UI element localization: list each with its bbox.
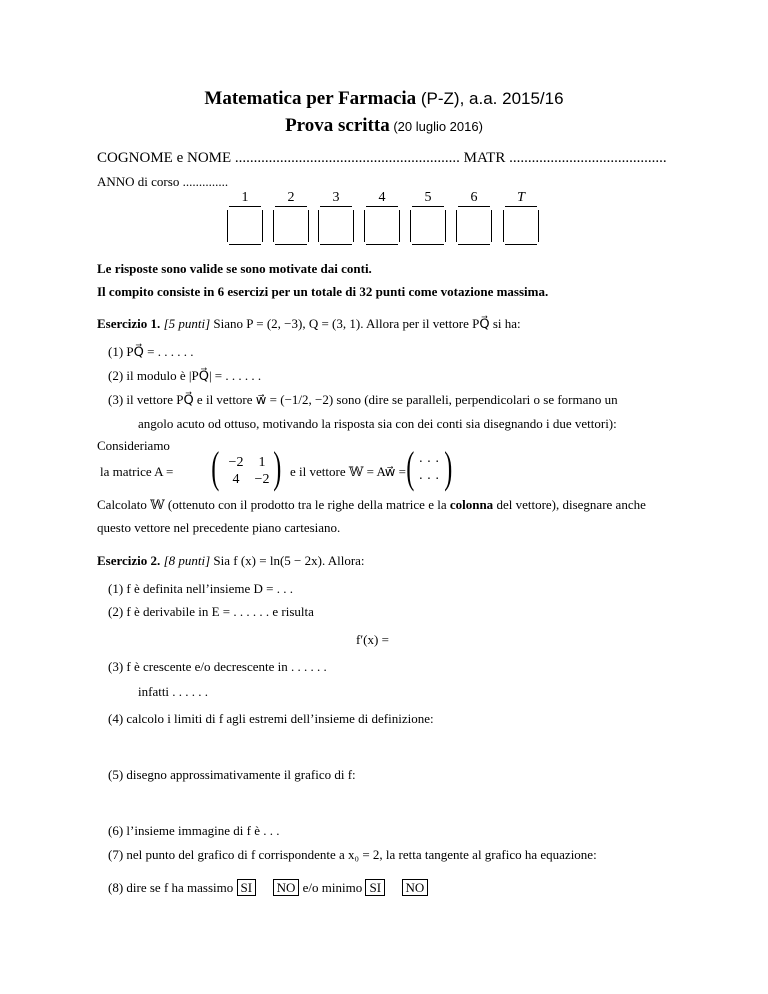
anno-label: ANNO di corso [97,174,180,189]
es2-item-4: (4) calcolo i limiti di f agli estremi dell’insieme di definizione: [108,711,434,726]
score-cell [227,190,263,266]
score-cell-label: 5 [424,190,432,205]
es1-points: [5 punti] [163,316,211,331]
matrix-label: la matrice A = [100,464,174,479]
es1-calc [97,497,646,513]
score-cell [318,190,354,266]
name-field[interactable] [97,150,667,167]
page-subtitle [0,115,768,137]
score-cell-label: 2 [287,190,295,205]
matrix-cell: −2 [254,472,270,487]
es1-item-3: (3) il vettore PQ⃗ e il vettore w⃗ = (−1/2, −2) sono (dire se paralleli, perpendicolari o se formano un [108,392,618,407]
title-course: (P-Z), a.a. 2015/16 [416,89,564,108]
subtitle-date: (20 luglio 2016) [389,119,483,134]
vector-cell: · · · [418,472,440,487]
es1-item-1: (1) PQ⃗ = . . . . . . [108,344,194,359]
title-main: Matematica per Farmacia [204,88,417,109]
score-cell [503,190,539,266]
es2-item-6: (6) l’insieme immagine di f è . . . [108,823,280,838]
consideriamo: Consideriamo [97,438,170,453]
es1-item-2: (2) il modulo è |PQ⃗| = . . . . . . [108,368,262,383]
es2-item-2: (2) f è derivabile in E = . . . . . . e risulta [108,604,314,619]
score-cell [364,190,400,266]
matr-label: MATR [463,150,506,166]
es2-item-3: (3) f è crescente e/o decrescente in . . . . . . [108,659,327,674]
matrix-cell: 1 [258,455,266,470]
score-cell-label: 6 [470,190,478,205]
vector-right-paren: ) [444,443,453,492]
es1-item-3-cont: angolo acuto od ottuso, motivando la risposta sia con dei conti sia disegnando i due vettori): [138,416,617,431]
name-dots: ............................................................ [234,150,460,166]
subtitle-main: Prova scritta [285,115,390,136]
es2-points: [8 punti] [163,553,211,568]
es2-item-3-cont: infatti . . . . . . [138,684,209,699]
anno-field[interactable] [97,174,228,190]
es2-item-8-mid: e/o minimo [302,880,363,895]
vector-left-paren: ( [406,443,415,492]
matrix-right-paren: ) [273,443,282,492]
anno-dots: .............. [182,174,229,189]
score-cell-label: 4 [378,190,386,205]
es2-derivative: f′(x) = [356,632,389,647]
es1-title: Esercizio 1. [97,316,161,331]
min-no-checkbox[interactable]: NO [402,879,429,896]
score-cell-label: 3 [332,190,340,205]
matrix-left-paren: ( [211,443,220,492]
es2-item-1: (1) f è definita nell’insieme D = . . . [108,581,293,596]
rules-line-2: Il compito consiste in 6 esercizi per un totale di 32 punti come votazione massima. [97,284,549,299]
max-si-checkbox[interactable]: SI [237,879,257,896]
page-title [0,88,768,110]
score-cell [456,190,492,266]
score-cell [410,190,446,266]
es1-calc-line-2: questo vettore nel precedente piano cartesiano. [97,520,341,535]
es2-item-8-label: (8) dire se f ha massimo [108,880,234,895]
es1-calc-pre: Calcolato 𝕎 (ottenuto con il prodotto tra le righe della matrice e la [97,497,450,512]
score-cell-label: T [517,190,525,205]
es2-item-5: (5) disegno approssimativamente il grafico di f: [108,767,356,782]
es1-calc-bold: colonna [449,497,494,512]
rules-line-1: Le risposte sono valide se sono motivate dai conti. [97,261,372,276]
es2-title: Esercizio 2. [97,553,161,568]
vector-label: e il vettore 𝕎 = Aw⃗ = [290,464,406,479]
es2-item-7: (7) nel punto del grafico di f corrispondente a x₀ = 2, la retta tangente al grafico ha equazione: [108,847,597,862]
es1-calc-post: del vettore), disegnare anche [493,497,646,512]
min-si-checkbox[interactable]: SI [365,879,385,896]
max-no-checkbox[interactable]: NO [273,879,300,896]
es1-heading [97,316,521,332]
score-cell [273,190,309,266]
es1-intro: Siano P = (2, −3), Q = (3, 1). Allora per il vettore PQ⃗ si ha: [213,316,521,331]
name-label: COGNOME e NOME [97,150,232,166]
es2-intro: Sia f (x) = ln(5 − 2x). Allora: [213,553,365,568]
matrix-cell: −2 [228,455,244,470]
vector-cell: · · · [418,455,440,470]
matrix-cell: 4 [232,472,240,487]
es2-item-8 [108,880,428,896]
score-cell-label: 1 [241,190,249,205]
matr-dots: .......................................... [509,150,667,166]
es2-heading [97,553,365,569]
